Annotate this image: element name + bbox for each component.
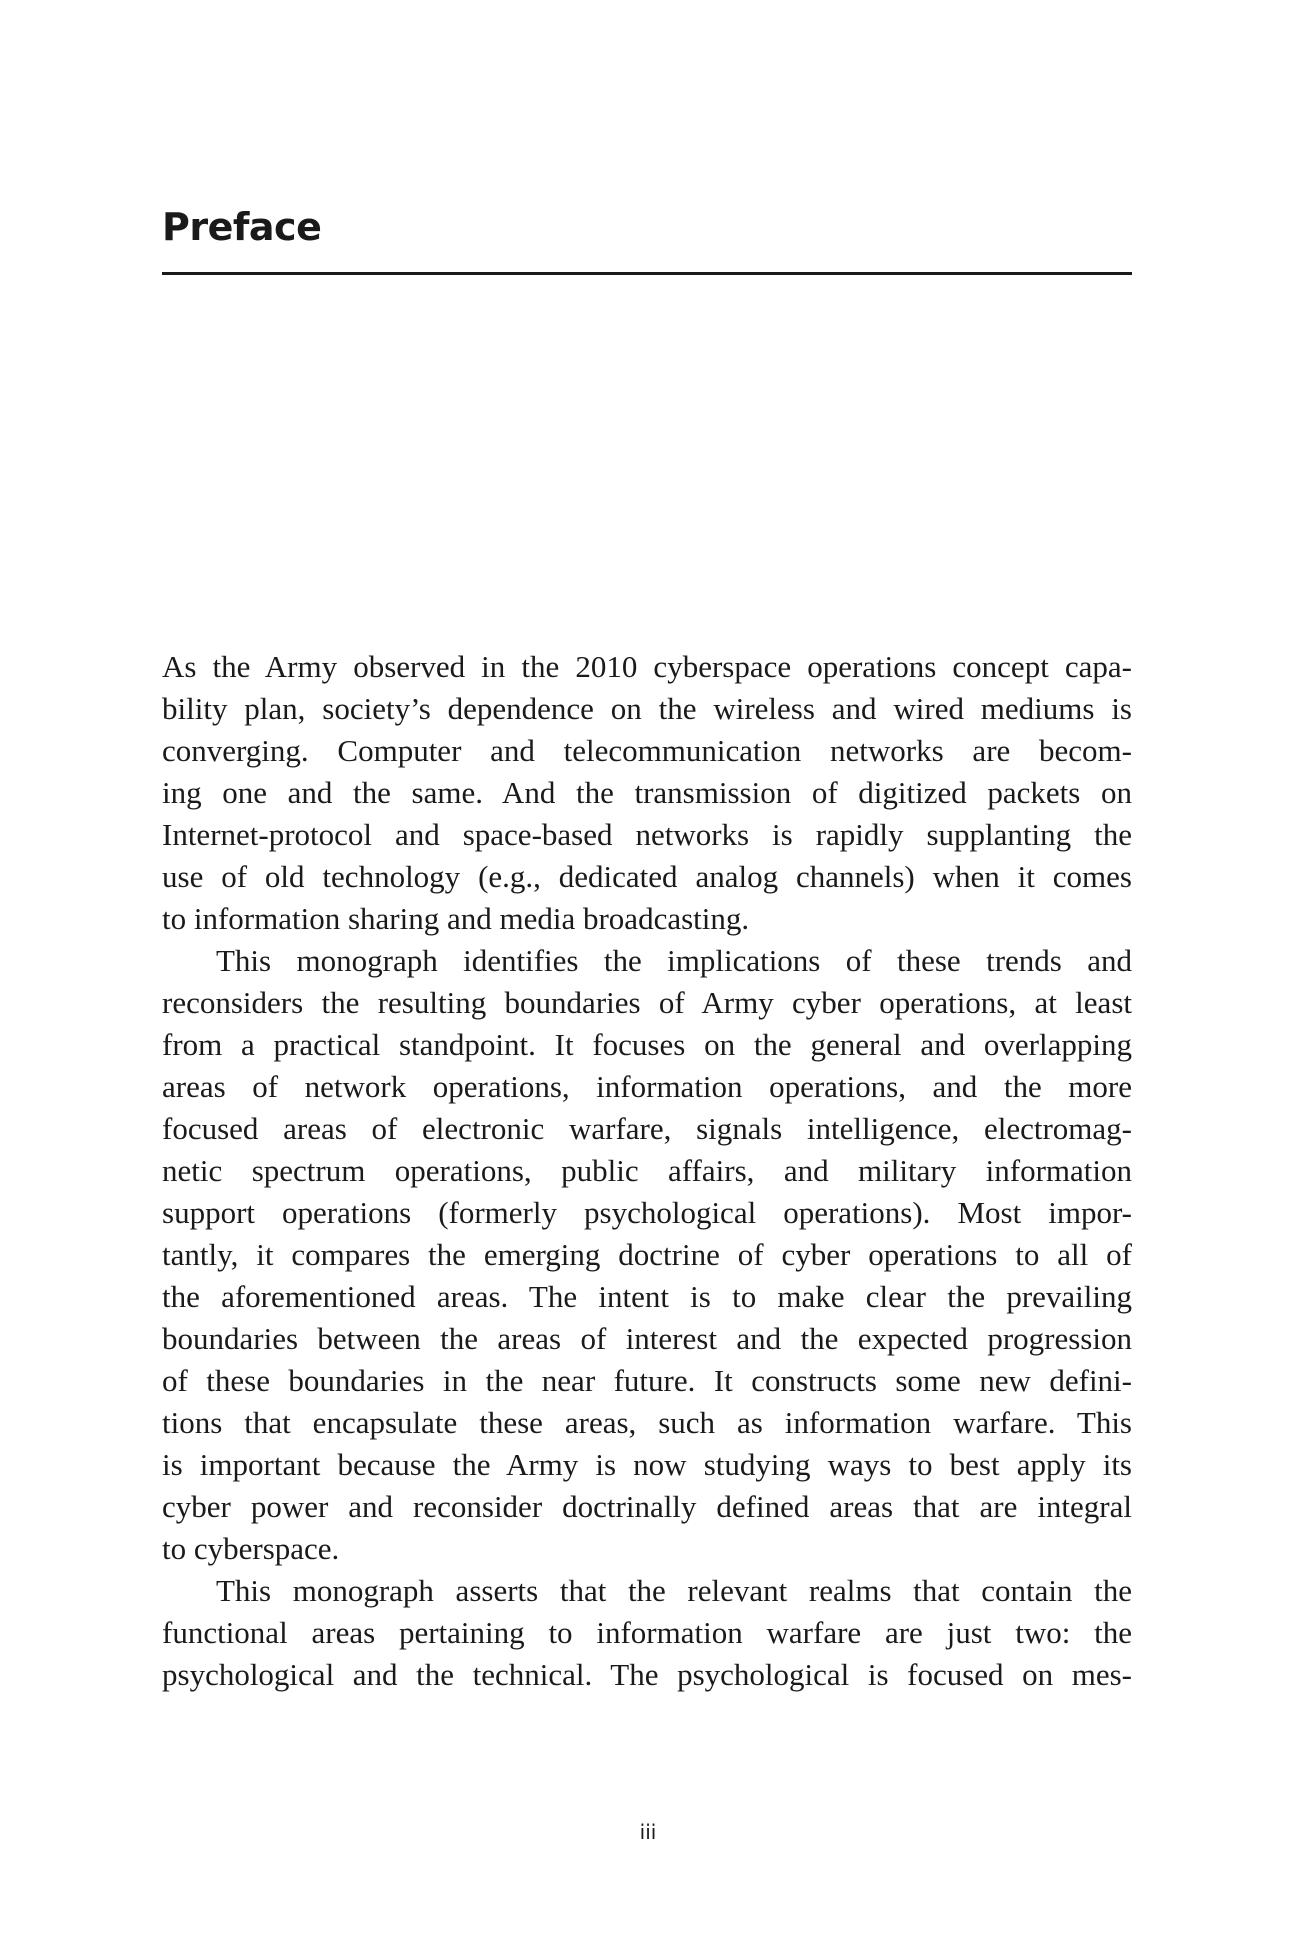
text-line: cyber power and reconsider doctrinally defined areas that are integral bbox=[162, 1489, 1132, 1524]
text-line: functional areas pertaining to information warfare are just two: the bbox=[162, 1615, 1132, 1650]
text-line: to cyberspace. bbox=[162, 1531, 340, 1566]
page-number: iii bbox=[639, 1820, 657, 1844]
paragraph-2 bbox=[162, 940, 1132, 1570]
text-line: from a practical standpoint. It focuses on the general and overlapping bbox=[162, 1027, 1132, 1062]
text-line: As the Army observed in the 2010 cyberspace operations concept capa- bbox=[162, 649, 1132, 684]
text-line: support operations (formerly psychological operations). Most impor- bbox=[162, 1195, 1132, 1230]
text-line: Internet-protocol and space-based networks is rapidly supplanting the bbox=[162, 817, 1132, 852]
text-line: converging. Computer and telecommunication networks are becom- bbox=[162, 733, 1132, 768]
text-line: reconsiders the resulting boundaries of Army cyber operations, at least bbox=[162, 985, 1132, 1020]
text-line: tantly, it compares the emerging doctrine of cyber operations to all of bbox=[162, 1237, 1132, 1272]
text-line: areas of network operations, information operations, and the more bbox=[162, 1069, 1132, 1104]
text-line: is important because the Army is now studying ways to best apply its bbox=[162, 1447, 1132, 1482]
paragraph-1 bbox=[162, 646, 1132, 940]
text-line: This monograph identifies the implications of these trends and bbox=[216, 943, 1132, 978]
body-text bbox=[162, 646, 1132, 1696]
text-line: focused areas of electronic warfare, signals intelligence, electromag- bbox=[162, 1111, 1132, 1146]
text-line: ing one and the same. And the transmission of digitized packets on bbox=[162, 775, 1132, 810]
text-line: the aforementioned areas. The intent is to make clear the prevailing bbox=[162, 1279, 1132, 1314]
text-line: use of old technology (e.g., dedicated analog channels) when it comes bbox=[162, 859, 1132, 894]
title-rule bbox=[162, 272, 1132, 275]
paragraph-3 bbox=[162, 1570, 1132, 1696]
text-line: bility plan, society’s dependence on the wireless and wired mediums is bbox=[162, 691, 1132, 726]
text-line: psychological and the technical. The psychological is focused on mes- bbox=[162, 1657, 1132, 1692]
page-title: Preface bbox=[162, 205, 322, 249]
text-line: This monograph asserts that the relevant realms that contain the bbox=[216, 1573, 1132, 1608]
text-line: to information sharing and media broadcasting. bbox=[162, 901, 750, 936]
text-line: tions that encapsulate these areas, such as information warfare. This bbox=[162, 1405, 1132, 1440]
text-line: netic spectrum operations, public affairs, and military information bbox=[162, 1153, 1132, 1188]
text-line: boundaries between the areas of interest and the expected progression bbox=[162, 1321, 1132, 1356]
text-line: of these boundaries in the near future. It constructs some new defini- bbox=[162, 1363, 1132, 1398]
